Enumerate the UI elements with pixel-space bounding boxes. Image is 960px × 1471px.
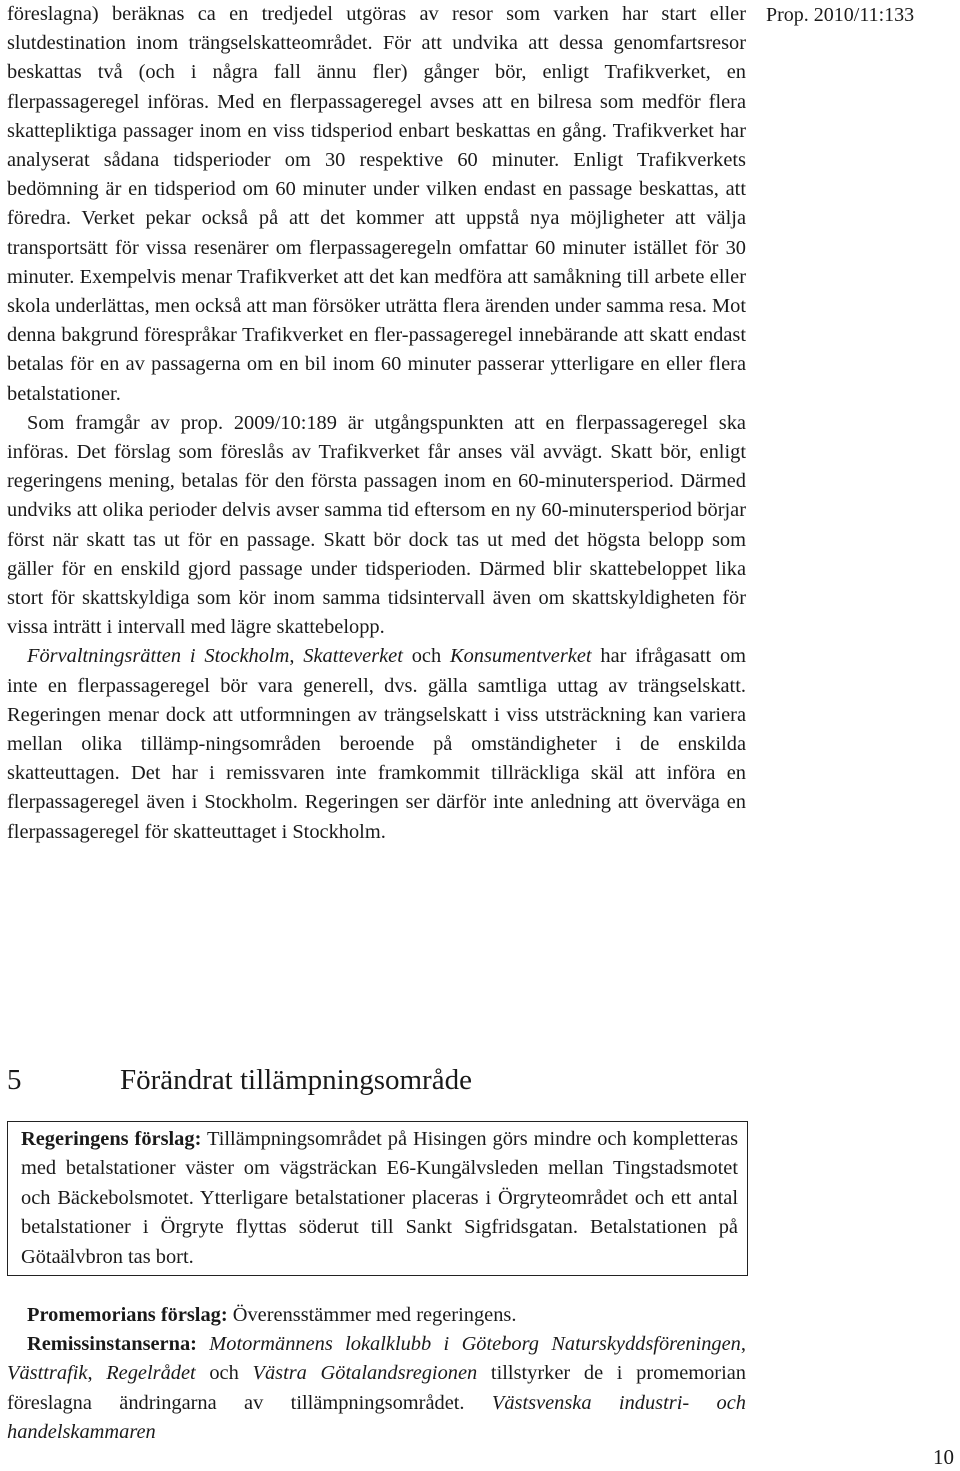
memo-proposal <box>7 1301 746 1330</box>
authority-name: Skatteverket <box>303 645 403 668</box>
organisation-name: Regelrådet <box>106 1362 196 1385</box>
proposal-label: Regeringens förslag: <box>21 1128 202 1150</box>
section-heading <box>7 1062 472 1098</box>
paragraph-1: föreslagna) beräknas ca en tredjedel utgöras av resor som varken har start eller slutdestination inom trängselskatteområdet. För att undvika att dessa genomfartsresor beskattas två (och i några fall ännu fler) gånger bör, enligt Trafikverket, en flerpassageregel införas. Med en flerpassageregel avses att en bilresa som medför flera skattepliktiga passager inom en viss tidsperiod enbart beskattas en gång. Trafikverket har analyserat sådana tidsperioder om 30 respektive 60 minuter. Enligt Trafikverkets bedömning är en tidsperiod om 60 minuter under vilken endast en passage beskattas, att föredra. Verket pekar också på att det kommer att uppstå nya möjligheter att välja transportsätt för vissa resenärer om flerpassageregeln omfattar 60 minuter istället för 30 minuter. Exempelvis menar Trafikverket att det kan medföra att samåkning till arbete eller skola underlättas, men också att man försöker uträtta flera ärenden under samma resa. Mot denna bakgrund förespråkar Trafikverket en fler-passageregel innebärande att skatt endast betalas för en av passagerna om en bil inom 60 minuter passerar ytterligare en eller flera betalstationer. <box>7 3 746 405</box>
organisation-name: Västsvenska industri- och handelskammaren <box>7 1391 746 1443</box>
consultation-bodies <box>7 1330 746 1447</box>
government-proposal-box <box>7 1121 748 1276</box>
organisation-name: Motormännens lokalklubb i Göteborg Naturskyddsföreningen <box>209 1333 741 1356</box>
separator: , <box>289 645 304 668</box>
consultation-text: tillstyrker de i promemorian föreslagna ändringarna av tillämpningsområdet. <box>7 1362 746 1414</box>
organisation-name: Västtrafik <box>7 1362 88 1385</box>
separator: , <box>740 1333 746 1356</box>
body-text <box>7 0 746 847</box>
proposition-reference: Prop. 2010/11:133 <box>766 4 915 26</box>
page-number: 10 <box>933 1445 954 1469</box>
proposal-body: Tillämpningsområdet på Hisingen görs mindre och kompletteras med betalstationer väster om vägsträckan E6-Kungälvsleden mellan Tingstadsmotet och Bäckebolsmotet. Ytterligare betalstationer placeras i Örgryteområdet och ett antal betalstationer i Örgryte flyttas söderut till Sankt Sigfridsgatan. Betalstationen på Götaälvbron tas bort. <box>21 1128 739 1268</box>
consultation-label: Remissinstanserna: <box>27 1333 197 1356</box>
authority-name: Konsumentverket <box>450 645 592 668</box>
memo-text: Överensstämmer med regeringens. <box>227 1304 517 1326</box>
authority-name: Förvaltningsrätten i Stockholm <box>27 645 290 668</box>
separator: och <box>195 1362 253 1385</box>
section-title: Förändrat tillämpningsområde <box>120 1064 472 1096</box>
paragraph-3 <box>7 642 746 846</box>
memo-label: Promemorians förslag: <box>27 1304 228 1326</box>
separator: , <box>87 1362 107 1385</box>
proposal-text <box>21 1125 738 1272</box>
organisation-name: Västra Götalandsregionen <box>252 1362 478 1385</box>
section-number: 5 <box>7 1064 22 1096</box>
separator: och <box>402 645 450 668</box>
paragraph-3-text: har ifrågasatt om inte en flerpassageregel bör vara generell, dvs. gälla samtliga uttag av trängselskatt. Regeringen menar dock att utformningen av trängselskatt i viss utsträckning kan variera mellan olika tillämp-ningsområden beroende på omständigheter i de enskilda skatteuttagen. Det har i remissvaren inte framkommit tillräckliga skäl att införa en flerpassageregel även i Stockholm. Regeringen ser därför inte anledning att överväga en flerpassageregel för skatteuttaget i Stockholm. <box>7 645 747 843</box>
consultation-section <box>7 1301 746 1447</box>
paragraph-2: Som framgår av prop. 2009/10:189 är utgångspunkten att en flerpassageregel ska införas. Det förslag som föreslås av Trafikverket får anses väl avvägt. Skatt bör, enligt regeringens mening, betalas för den första passagen inom en 60-minutersperiod. Därmed undviks att olika perioder delvis avser samma tid eftersom en ny 60-minutersperiod börjar först när skatt tas ut för en passage. Skatt bör dock tas ut med det högsta belopp som gäller för en enskild gjord passage under tidsperioden. Därmed blir skattebeloppet lika stort för skattskyldiga som kör inom samma tidsintervall även om skattskyldigheten för vissa inträtt i intervall med lägre skattebelopp. <box>7 411 746 639</box>
